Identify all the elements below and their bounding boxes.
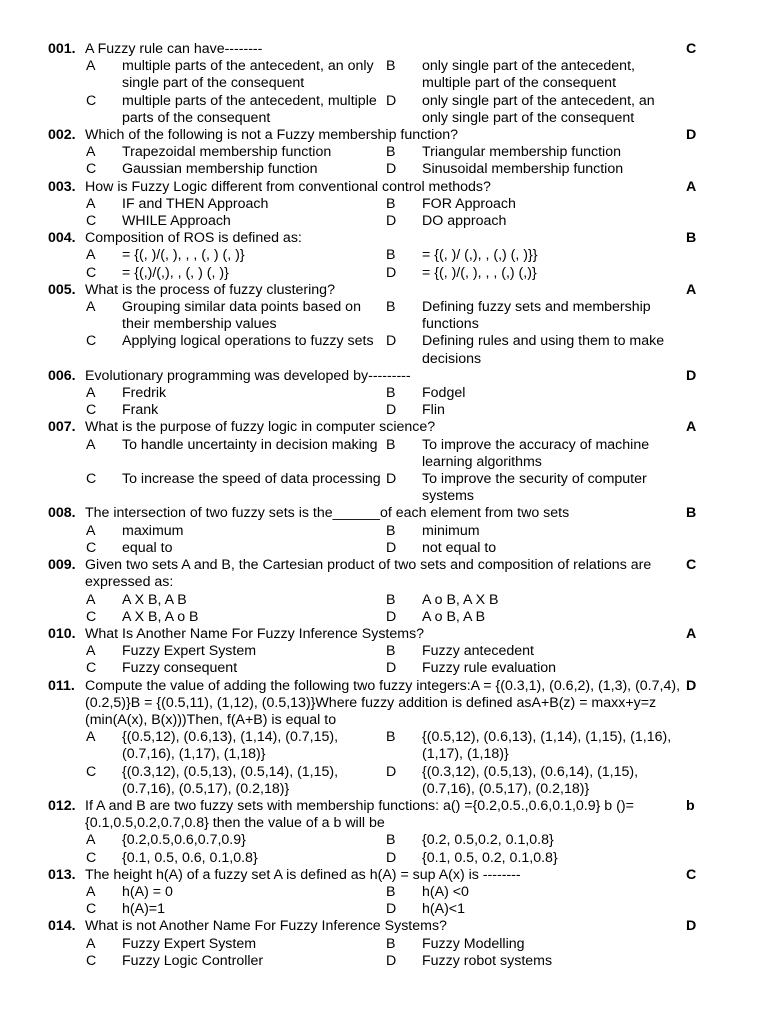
- answer-key: B: [686, 505, 697, 522]
- option-row: [0, 402, 768, 419]
- question-number: 011.: [48, 677, 75, 694]
- option-text: Triangular membership function: [422, 144, 621, 161]
- question-stem: [0, 179, 768, 196]
- option-text: h(A)=1: [122, 901, 165, 918]
- answer-key: C: [686, 557, 697, 574]
- option-row: [0, 540, 768, 557]
- option-text: {0.2, 0.5,0.2, 0.1,0.8}: [422, 832, 554, 849]
- option-row: [0, 161, 768, 178]
- answer-key: A: [686, 419, 697, 436]
- answer-key: b: [686, 797, 695, 814]
- option-text: {0.2,0.5,0.6,0.7,0.9}: [122, 832, 246, 849]
- option-letter: D: [386, 264, 397, 281]
- option-letter: C: [86, 849, 97, 866]
- option-row: [0, 660, 768, 677]
- option-row: [0, 93, 768, 127]
- option-text: A o B, A X B: [422, 591, 499, 608]
- question-number: 005.: [48, 281, 76, 298]
- option-letter: D: [386, 660, 397, 677]
- option-letter: D: [386, 92, 397, 109]
- option-letter: A: [86, 247, 96, 264]
- question-stem: [0, 505, 768, 522]
- option-text: multiple parts of the antecedent, multiple parts of the consequent: [122, 92, 377, 126]
- option-text: Fuzzy Modelling: [422, 935, 525, 952]
- option-letter: A: [86, 522, 96, 539]
- exam-page: [0, 41, 768, 970]
- option-letter: D: [386, 333, 397, 350]
- option-text: Fuzzy Expert System: [122, 643, 257, 660]
- question-001: [0, 41, 768, 127]
- question-005: [0, 282, 768, 368]
- question-text: Compute the value of adding the following two fuzzy integers:A = {(0.3,1), (0.6,2), (1,3), (0.7,4), (0.2,5)}B = {(0.5,11), (1,12), (0.5,13)}Where fuzzy addition is defined asA+B(z) = maxx+y=z (min(A(x), B(x)))Then, f(A+B) is equal to: [85, 677, 681, 728]
- option-letter: D: [386, 952, 397, 969]
- option-row: [0, 523, 768, 540]
- option-text: Applying logical operations to fuzzy sets: [122, 333, 374, 350]
- option-letter: C: [86, 471, 97, 488]
- option-letter: A: [86, 729, 96, 746]
- option-letter: D: [386, 539, 397, 556]
- option-text: not equal to: [422, 539, 497, 556]
- option-text: Fuzzy rule evaluation: [422, 660, 557, 677]
- option-letter: B: [386, 144, 396, 161]
- option-letter: C: [86, 763, 97, 780]
- question-number: 001.: [48, 41, 76, 57]
- answer-key: A: [686, 625, 697, 642]
- question-stem: [0, 41, 768, 58]
- question-number: 002.: [48, 127, 76, 144]
- option-text: Gaussian membership function: [122, 161, 318, 178]
- option-text: {(0.5,12), (0.6,13), (1,14), (0.7,15), (0.7,16), (1,17), (1,18)}: [122, 729, 339, 763]
- option-text: To improve the security of computer systems: [422, 471, 647, 505]
- option-letter: B: [386, 436, 396, 453]
- option-text: Grouping similar data points based on their membership values: [122, 299, 361, 333]
- option-text: only single part of the antecedent, an only single part of the consequent: [422, 92, 655, 126]
- question-stem: [0, 127, 768, 144]
- option-letter: B: [386, 522, 396, 539]
- option-text: FOR Approach: [422, 195, 516, 212]
- option-row: [0, 901, 768, 918]
- question-stem: [0, 678, 768, 730]
- option-letter: D: [386, 161, 397, 178]
- option-row: [0, 764, 768, 798]
- question-text: Evolutionary programming was developed by---------: [85, 367, 411, 384]
- question-stem: [0, 368, 768, 385]
- answer-key: C: [686, 41, 697, 57]
- question-stem: [0, 419, 768, 436]
- question-008: [0, 505, 768, 557]
- option-letter: B: [386, 299, 396, 316]
- option-letter: D: [386, 763, 397, 780]
- question-number: 010.: [48, 625, 76, 642]
- option-text: Fuzzy antecedent: [422, 643, 534, 660]
- question-number: 009.: [48, 557, 76, 574]
- question-number: 013.: [48, 866, 76, 883]
- option-text: To improve the accuracy of machine learning algorithms: [422, 436, 650, 470]
- option-text: Fuzzy Expert System: [122, 935, 257, 952]
- option-letter: B: [386, 935, 396, 952]
- question-002: [0, 127, 768, 179]
- option-letter: A: [86, 436, 96, 453]
- question-text: Given two sets A and B, the Cartesian product of two sets and composition of relations are expressed as:: [85, 557, 652, 591]
- option-row: [0, 832, 768, 849]
- question-011: [0, 678, 768, 798]
- option-text: equal to: [122, 539, 173, 556]
- option-letter: B: [386, 195, 396, 212]
- option-text: Defining fuzzy sets and membership functions: [422, 299, 651, 333]
- option-row: [0, 850, 768, 867]
- option-letter: C: [86, 901, 97, 918]
- answer-key: A: [686, 178, 697, 195]
- question-012: [0, 798, 768, 867]
- question-number: 012.: [48, 797, 76, 814]
- option-letter: C: [86, 660, 97, 677]
- option-text: minimum: [422, 522, 480, 539]
- question-stem: [0, 798, 768, 832]
- option-text: Fuzzy consequent: [122, 660, 238, 677]
- question-004: [0, 230, 768, 282]
- option-letter: A: [86, 58, 96, 75]
- option-text: {0.1, 0.5, 0.6, 0.1,0.8}: [122, 849, 258, 866]
- question-text: What is not Another Name For Fuzzy Inference Systems?: [85, 918, 447, 935]
- option-row: [0, 265, 768, 282]
- option-row: [0, 884, 768, 901]
- option-letter: C: [86, 608, 97, 625]
- option-letter: A: [86, 195, 96, 212]
- question-stem: [0, 557, 768, 591]
- question-stem: [0, 282, 768, 299]
- question-number: 003.: [48, 178, 76, 195]
- option-text: {(0.3,12), (0.5,13), (0.5,14), (1,15), (0.7,16), (0.5,17), (0.2,18)}: [122, 763, 339, 797]
- option-letter: A: [86, 883, 96, 900]
- option-letter: D: [386, 471, 397, 488]
- option-text: = {(, )/ (,), , (,) (, )}}: [422, 247, 538, 264]
- option-text: Sinusoidal membership function: [422, 161, 624, 178]
- option-row: [0, 144, 768, 161]
- option-text: {(0.5,12), (0.6,13), (1,14), (1,15), (1,16), (1,17), (1,18)}: [422, 729, 672, 763]
- option-letter: A: [86, 385, 96, 402]
- option-letter: C: [86, 952, 97, 969]
- option-letter: B: [386, 247, 396, 264]
- option-text: Fuzzy Logic Controller: [122, 952, 264, 969]
- option-letter: C: [86, 402, 97, 419]
- option-text: To handle uncertainty in decision making: [122, 436, 378, 453]
- question-text: A Fuzzy rule can have--------: [85, 41, 263, 57]
- option-text: Fuzzy robot systems: [422, 952, 553, 969]
- option-text: only single part of the antecedent, multiple part of the consequent: [422, 58, 635, 92]
- option-row: [0, 196, 768, 213]
- option-letter: C: [86, 333, 97, 350]
- question-text: What is the purpose of fuzzy logic in computer science?: [85, 419, 436, 436]
- option-row: [0, 609, 768, 626]
- option-letter: B: [386, 832, 396, 849]
- option-letter: D: [386, 901, 397, 918]
- option-row: [0, 385, 768, 402]
- question-text: The height h(A) of a fuzzy set A is defined as h(A) = sup A(x) is --------: [85, 866, 521, 883]
- option-row: [0, 213, 768, 230]
- question-009: [0, 557, 768, 626]
- option-letter: B: [386, 729, 396, 746]
- option-text: IF and THEN Approach: [122, 195, 269, 212]
- option-text: = {(, )/(, ), , , (,) (,)}: [422, 264, 537, 281]
- option-text: {(0.3,12), (0.5,13), (0.6,14), (1,15), (0.7,16), (0.5,17), (0.2,18)}: [422, 763, 639, 797]
- option-letter: A: [86, 643, 96, 660]
- question-text: How is Fuzzy Logic different from conventional control methods?: [85, 178, 491, 195]
- question-text: What is the process of fuzzy clustering?: [85, 281, 335, 298]
- option-text: {0.1, 0.5, 0.2, 0.1,0.8}: [422, 849, 558, 866]
- option-text: h(A) <0: [422, 883, 469, 900]
- option-letter: D: [386, 849, 397, 866]
- option-letter: A: [86, 144, 96, 161]
- option-letter: C: [86, 539, 97, 556]
- option-text: A o B, A B: [422, 608, 486, 625]
- question-007: [0, 419, 768, 505]
- option-text: Fredrik: [122, 385, 167, 402]
- option-letter: D: [386, 402, 397, 419]
- option-row: [0, 471, 768, 505]
- option-letter: C: [86, 161, 97, 178]
- option-row: [0, 643, 768, 660]
- question-text: If A and B are two fuzzy sets with membership functions: a() ={0.2,0.5.,0.6,0.1,0.9} b ()= {0.1,0.5,0.2,0.7,0.8} then the value of a b will be: [85, 797, 634, 832]
- option-text: A X B, A o B: [122, 608, 199, 625]
- question-stem: [0, 867, 768, 884]
- question-number: 007.: [48, 419, 76, 436]
- option-text: Defining rules and using them to make decisions: [422, 333, 665, 367]
- option-letter: A: [86, 935, 96, 952]
- answer-key: D: [686, 677, 697, 694]
- option-text: Trapezoidal membership function: [122, 144, 332, 161]
- option-letter: A: [86, 832, 96, 849]
- question-text: What Is Another Name For Fuzzy Inference Systems?: [85, 625, 425, 642]
- option-row: [0, 58, 768, 92]
- option-text: Frank: [122, 402, 159, 419]
- option-row: [0, 936, 768, 953]
- option-text: To increase the speed of data processing: [122, 471, 381, 488]
- option-row: [0, 299, 768, 333]
- question-stem: [0, 230, 768, 247]
- option-text: WHILE Approach: [122, 213, 231, 230]
- question-number: 006.: [48, 367, 76, 384]
- option-letter: A: [86, 591, 96, 608]
- option-row: [0, 953, 768, 970]
- option-text: Fodgel: [422, 385, 466, 402]
- answer-key: C: [686, 866, 697, 883]
- option-letter: B: [386, 643, 396, 660]
- question-014: [0, 918, 768, 970]
- option-letter: D: [386, 213, 397, 230]
- answer-key: B: [686, 230, 697, 247]
- question-number: 014.: [48, 918, 76, 935]
- option-row: [0, 592, 768, 609]
- question-010: [0, 626, 768, 678]
- question-stem: [0, 918, 768, 935]
- answer-key: D: [686, 367, 697, 384]
- option-letter: B: [386, 58, 396, 75]
- answer-key: D: [686, 918, 697, 935]
- option-text: h(A)<1: [422, 901, 465, 918]
- option-letter: B: [386, 591, 396, 608]
- answer-key: A: [686, 281, 697, 298]
- option-letter: D: [386, 608, 397, 625]
- option-row: [0, 247, 768, 264]
- option-text: = {(,)/(,), , (, ) (, )}: [122, 264, 229, 281]
- option-row: [0, 437, 768, 471]
- question-stem: [0, 626, 768, 643]
- option-text: A X B, A B: [122, 591, 187, 608]
- option-letter: C: [86, 92, 97, 109]
- question-003: [0, 179, 768, 231]
- option-letter: A: [86, 299, 96, 316]
- question-text: Which of the following is not a Fuzzy membership function?: [85, 127, 458, 144]
- option-row: [0, 729, 768, 763]
- question-006: [0, 368, 768, 420]
- option-letter: C: [86, 213, 97, 230]
- question-number: 004.: [48, 230, 76, 247]
- option-text: Flin: [422, 402, 445, 419]
- answer-key: D: [686, 127, 697, 144]
- question-text: The intersection of two fuzzy sets is the______of each element from two sets: [85, 505, 570, 522]
- option-text: maximum: [122, 522, 184, 539]
- option-text: = {(, )/(, ), , , (, ) (, )}: [122, 247, 245, 264]
- question-number: 008.: [48, 505, 76, 522]
- option-text: multiple parts of the antecedent, an only single part of the consequent: [122, 58, 374, 92]
- option-row: [0, 333, 768, 367]
- option-letter: C: [86, 264, 97, 281]
- option-text: DO approach: [422, 213, 507, 230]
- question-text: Composition of ROS is defined as:: [85, 230, 302, 247]
- option-text: h(A) = 0: [122, 883, 173, 900]
- question-013: [0, 867, 768, 919]
- option-letter: B: [386, 385, 396, 402]
- option-letter: B: [386, 883, 396, 900]
